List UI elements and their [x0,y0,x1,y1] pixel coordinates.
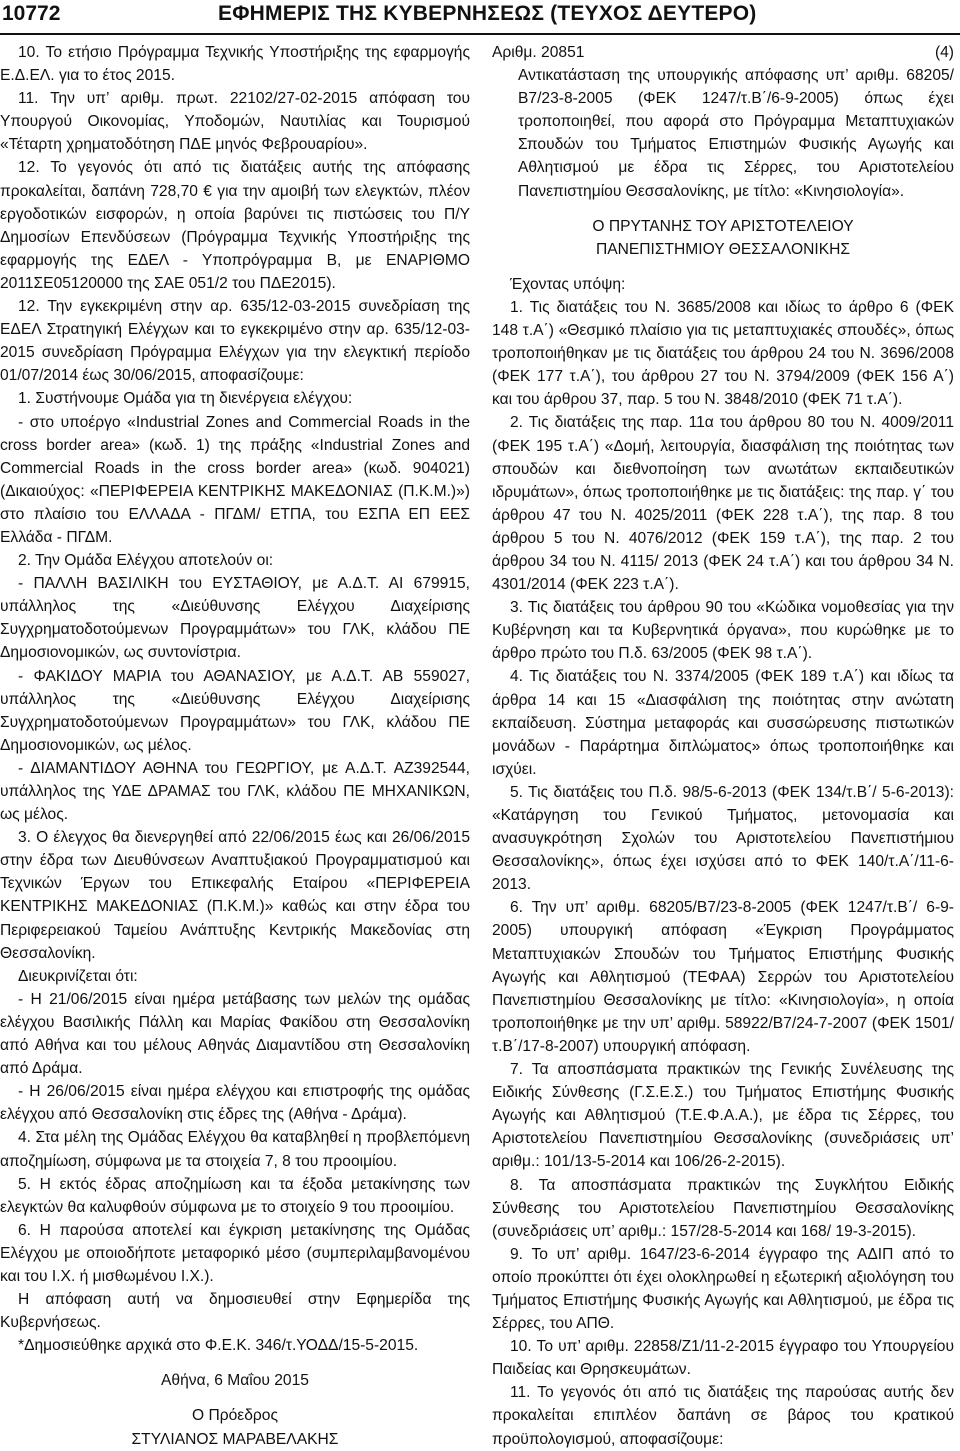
decision-ref-number: (4) [934,44,954,61]
paragraph: - ΔΙΑΜΑΝΤΙΔΟΥ ΑΘΗΝΑ του ΓΕΩΡΓΙΟΥ, με Α.Δ.Τ. ΑΖ392544, υπάλληλος της ΥΔΕ ΔΡΑΜΑΣ του ΓΛΚ, κλάδου ΠΕ ΜΗΧΑΝΙΚΩΝ, ως μέλος. [0,759,470,824]
paragraph: 3. Τις διατάξεις του άρθρου 90 του «Κώδικα νομοθεσίας για την Κυβέρνηση και τα Κυβερνητικά όργανα», που κυρώθηκε με το άρθρο πρώτο του Π.δ. 63/2005 (ΦΕΚ 98 τ.Α΄). [492,599,954,663]
paragraph: 10. Το υπ’ αριθμ. 22858/Ζ1/11-2-2015 έγγραφο του Υπουργείου Παιδείας και Θρησκευμάτων. [492,1338,954,1379]
authority-title: ΠΑΝΕΠΙΣΤΗΜΙΟΥ ΘΕΣΣΑΛΟΝΙΚΗΣ [595,240,851,258]
paragraph: 2. Τις διατάξεις της παρ. 11α του άρθρου 80 του Ν. 4009/2011 (ΦΕΚ 195 τ.Α΄) «Δομή, λειτουργία, διασφάλιση της ποιότητας των σπουδών και διεθνοποίηση των ανωτάτων εκπαιδευτικών ιδρυμάτων», όπως τροποποιήθηκε με τις διατάξεις: της παρ. γ΄ του άρθρου 47 του Ν. 4025/2011 (ΦΕΚ 228 τ.Α΄), της παρ. 8 του άρθρου 5 του Ν. 4076/2012 (ΦΕΚ 159 τ.Α΄), της παρ. 2 του άρθρου 34 του Ν. 4115/ 2013 (ΦΕΚ 24 τ.Α΄) και του άρθρου 34 Ν. 4301/2014 (ΦΕΚ 223 τ.Α΄). [492,414,954,594]
paragraph: 1. Συστήνουμε Ομάδα για τη διενέργεια ελέγχου: [18,390,353,408]
authority-title: Ο ΠΡΥΤΑΝΗΣ ΤΟΥ ΑΡΙΣΤΟΤΕΛΕΙΟΥ [592,217,854,235]
paragraph: 2. Την Ομάδα Ελέγχου αποτελούν οι: [18,552,274,570]
paragraph: 12. Το γεγονός ότι από τις διατάξεις αυτής της απόφασης προκαλείται, δαπάνη 728,70 € για την αμοιβή των ελεγκτών, πλέον εργοδοτικών εισφορών, η οποία βαρύνει τις πιστώσεις του Π/Υ Δημοσίων Επενδύσεων (Πρόγραμμα Τεχνικής Υποστήριξης της εφαρμογής της ΕΔΕΛ - Υποπρόγραμμα Β, με ΕΝΑΡΙΘΜΟ 2011ΣΕ05120000 της ΣΑΕ 051/2 του ΠΔΕ2015). [0,159,470,292]
paragraph: 6. Η παρούσα αποτελεί και έγκριση μετακίνησης της Ομάδας Ελέγχου με οποιοδήποτε μεταφορικό μέσο (συμπεριλαμβανομένου και του Ι.Χ. ή μισθωμένου Ι.Χ.). [0,1221,470,1285]
spacer [0,1357,470,1369]
page-number: 10772 [2,2,61,25]
paragraph: 5. Τις διατάξεις του Π.δ. 98/5-6-2013 (ΦΕΚ 134/τ.Β΄/ 5-6-2013): «Κατάργηση του Γενικού Τμήματος, μετονομασία και ανασυγκρότηση Σχολών του Αριστοτελείου Πανεπιστήμιου Θεσσαλονίκης», όπως έχει ισχύσει από το ΦΕΚ 140/τ.Α΄/11-6-2013. [492,783,954,894]
right-column [492,41,954,1451]
paragraph: Η απόφαση αυτή να δημοσιευθεί στην Εφημερίδα της Κυβερνήσεως. [0,1291,470,1332]
paragraph: 4. Τις διατάξεις του Ν. 3374/2005 (ΦΕΚ 189 τ.Α΄) και ιδίως τα άρθρα 14 και 15 «Διασφάλιση της ποιότητας στην ανώτατη εκπαίδευση. Σύστημα μεταφοράς και συσσώρευσης πιστωτικών μονάδων - Παράρτημα διπλώματος» όπως τροποποιήθηκε και ισχύει. [492,668,954,778]
decision-ref-label: Αριθμ. 20851 [492,44,585,61]
paragraph: 9. Το υπ’ αριθμ. 1647/23-6-2014 έγγραφο της ΑΔΙΠ από το οποίο προκύπτει ότι έχει ολοκληρωθεί η εξωτερική αξιολόγηση του Τμήματος Επιστήμης Φυσικής Αγωγής και Αθλητισμού, με έδρα τις Σέρρες, του ΑΠΘ. [492,1245,954,1333]
spacer [0,1392,470,1404]
paragraph: - στο υποέργο «Industrial Zones and Commercial Roads in the cross border area» (κωδ. 1) της πράξης «Industrial Zones and Commercial Roads in the cross border area» (κωδ. 904021) (Δικαιούχος: «ΠΕΡΙΦΕΡΕΙΑ ΚΕΝΤΡΙΚΗΣ ΜΑΚΕΔΟΝΙΑΣ (Π.Κ.Μ.)») στο πλαίσιο του ΕΛΛΑΔΑ - ΠΓΔΜ/ ΕΤΠΑ, του ΕΣΠΑ ΕΠ ΕΕΣ Ελλάδα - ΠΓΔΜ. [0,413,470,546]
signature-name: ΣΤΥΛΙΑΝΟΣ ΜΑΡΑΒΕΛΑΚΗΣ [131,1430,339,1448]
paragraph: - ΠΑΛΛΗ ΒΑΣΙΛΙΚΗ του ΕΥΣΤΑΘΙΟΥ, με Α.Δ.Τ. ΑΙ 679915, υπάλληλος της «Διεύθυνσης Ελέγχου Διαχείρισης Συγχρηματοδοτούμενων Προγραμμάτων» του ΓΛΚ, κλάδου ΠΕ Δημοσιονομικών, ως συντονίστρια. [0,575,470,662]
paragraph: 4. Στα μέλη της Ομάδας Ελέγχου θα καταβληθεί η προβλεπόμενη αποζημίωση, σύμφωνα με τα στοιχεία 7, 8 του προοιμίου. [0,1129,470,1170]
paragraph: 10. Το ετήσιο Πρόγραμμα Τεχνικής Υποστήριξης της εφαρμογής Ε.Δ.ΕΛ. για το έτος 2015. [0,44,470,85]
signature-place-date: Αθήνα, 6 Μαΐου 2015 [161,1372,309,1390]
signature-role: Ο Πρόεδρος [192,1407,278,1425]
paragraph: - Η 21/06/2015 είναι ημέρα μετάβασης των μελών της ομάδας ελέγχου Βασιλικής Πάλλη και Μαρίας Φακίδου στη Θεσσαλονίκη από Αθήνα και του μέλους Αθηνάς Διαμαντίδου στη Θεσσαλονίκη από Δράμα. [0,990,470,1078]
paragraph: 8. Τα αποσπάσματα πρακτικών της Συγκλήτου Ειδικής Σύνθεσης του Αριστοτελείου Πανεπιστημίου Θεσσαλονίκης (συνεδριάσεις υπ’ αριθμ.: 157/28-5-2014 και 168/ 19-3-2015). [492,1176,954,1240]
paragraph: 3. Ο έλεγχος θα διενεργηθεί από 22/06/2015 έως και 26/06/2015 στην έδρα των Διευθύνσεων Αναπτυξιακού Προγραμματισμού και Τεχνικών Έργων του Επικεφαλής Εταίρου «ΠΕΡΙΦΕΡΕΙΑ ΚΕΝΤΡΙΚΗΣ ΜΑΚΕΔΟΝΙΑΣ (Π.Κ.Μ.)» καθώς και στην έδρα του Περιφερειακού Ταμείου Ανάπτυξης Κεντρικής Μακεδονίας στη Θεσσαλονίκη. [0,829,470,962]
paragraph: - ΦΑΚΙΔΟΥ ΜΑΡΙΑ του ΑΘΑΝΑΣΙΟΥ, με Α.Δ.Τ. ΑΒ 559027, υπάλληλος της «Διεύθυνσης Ελέγχου Διαχείρισης Συγχρηματοδοτούμενων Προγραμμάτων» του ΓΛΚ, κλάδου ΠΕ Δημοσιονομικών, ως μέλος. [0,667,470,754]
paragraph: 7. Τα αποσπάσματα πρακτικών της Γενικής Συνέλευσης της Ειδικής Σύνθεσης (Γ.Σ.Ε.Σ.) του Τμήματος Επιστήμης Φυσικής Αγωγής και Αθλητισμού (Τ.Ε.Φ.Α.Α.), με έδρα τις Σέρρες, του Αριστοτελείου Πανεπιστημίου Θεσσαλονίκης (συνεδριάσεις υπ’ αριθμ.: 101/13-5-2014 και 106/26-2-2015). [492,1061,954,1171]
decision-subject: Αντικατάσταση της υπουργικής απόφασης υπ’ αριθμ. 68205/Β7/23-8-2005 (ΦΕΚ 1247/τ.Β΄/6-9-2005) όπως έχει τροποποιηθεί, που αφορά στο Πρόγραμμα Μεταπτυχιακών Σπουδών του Τμήματος Επιστημών Φυσικής Αγωγής και Αθλητισμού με έδρα τις Σέρρες, του Αριστοτελείου Πανεπιστημίου Θεσσαλονίκης, με τίτλο: «Κινησιολογία». [518,67,954,200]
paragraph: 6. Την υπ’ αριθμ. 68205/Β7/23-8-2005 (ΦΕΚ 1247/τ.Β΄/ 6-9-2005) υπουργική απόφαση «Έγκριση Προγράμματος Μεταπτυχιακών Σπουδών του Τμήματος Επιστήμης Φυσικής Αγωγής και Αθλητισμού (ΤΕΦΑΑ) Σερρών του Αριστοτελείου Πανεπιστημίου Θεσσαλονίκης με τίτλο: «Κινησιολογία», η οποία τροποποιήθηκε με την υπ’ αριθμ. 58922/Β7/24-7-2007 (ΦΕΚ 1501/τ.Β΄/17-8-2007) υπουργική απόφαση. [492,899,954,1055]
paragraph: 11. Την υπ’ αριθμ. πρωτ. 22102/27-02-2015 απόφαση του Υπουργού Οικονομίας, Υποδομών, Ναυτιλίας και Τουρισμού «Τέταρτη χρηματοδότηση ΠΔΕ μηνός Φεβρουαρίου». [0,90,470,154]
page-header [0,2,960,38]
left-column [0,41,470,1451]
header-rule [0,33,960,35]
running-title: ΕΦΗΜΕΡΙΣ ΤΗΣ ΚΥΒΕΡΝΗΣΕΩΣ (ΤΕΥΧΟΣ ΔΕΥΤΕΡΟ) [218,2,757,25]
paragraph: - Η 26/06/2015 είναι ημέρα ελέγχου και επιστροφής της ομάδας ελέγχου από Θεσσαλονίκη στις έδρες της (Αθήνα - Δράμα). [0,1083,470,1124]
paragraph: Διευκρινίζεται ότι: [18,967,138,985]
considering-heading: Έχοντας υπόψη: [510,275,626,293]
spacer [492,261,954,273]
decision-reference [492,41,954,64]
paragraph: 12. Την εγκεκριμένη στην αρ. 635/12-03-2015 συνεδρίαση της ΕΔΕΛ Στρατηγική Ελέγχων και το εγκεκριμένο στην αρ. 635/12-03-2015 συνεδρίαση Πρόγραμμα Ελέγχων για την ελεγκτική περίοδο 01/07/2014 έως 30/06/2015, αποφασίζουμε: [0,298,470,385]
paragraph: 5. Η εκτός έδρας αποζημίωση και τα έξοδα μετακίνησης των ελεγκτών θα καλυφθούν σύμφωνα με το στοιχείο 9 του προοιμίου. [0,1175,470,1216]
footnote: *Δημοσιεύθηκε αρχικά στο Φ.Ε.Κ. 346/τ.ΥΟΔΔ/15-5-2015. [18,1337,419,1355]
paragraph: 1. Τις διατάξεις του Ν. 3685/2008 και ιδίως το άρθρο 6 (ΦΕΚ 148 τ.Α΄) «Θεσμικό πλαίσιο για τις μεταπτυχιακές σπουδές», όπως τροποποιήθηκαν με τις διατάξεις του άρθρου 24 του Ν. 3696/2008 (ΦΕΚ 177 τ.Α΄), του άρθρου 27 του Ν. 3794/2009 (ΦΕΚ 156 Α΄) και του άρθρου 37, παρ. 5 του Ν. 3848/2010 (ΦΕΚ 71 τ.Α΄). [492,298,954,409]
spacer [492,203,954,215]
paragraph: 11. Το γεγονός ότι από τις διατάξεις της παρούσας αυτής δεν προκαλείται επιπλέον δαπάνη σε βάρος του κρατικού προϋπολογισμού, αποφασίζουμε: [492,1384,954,1448]
